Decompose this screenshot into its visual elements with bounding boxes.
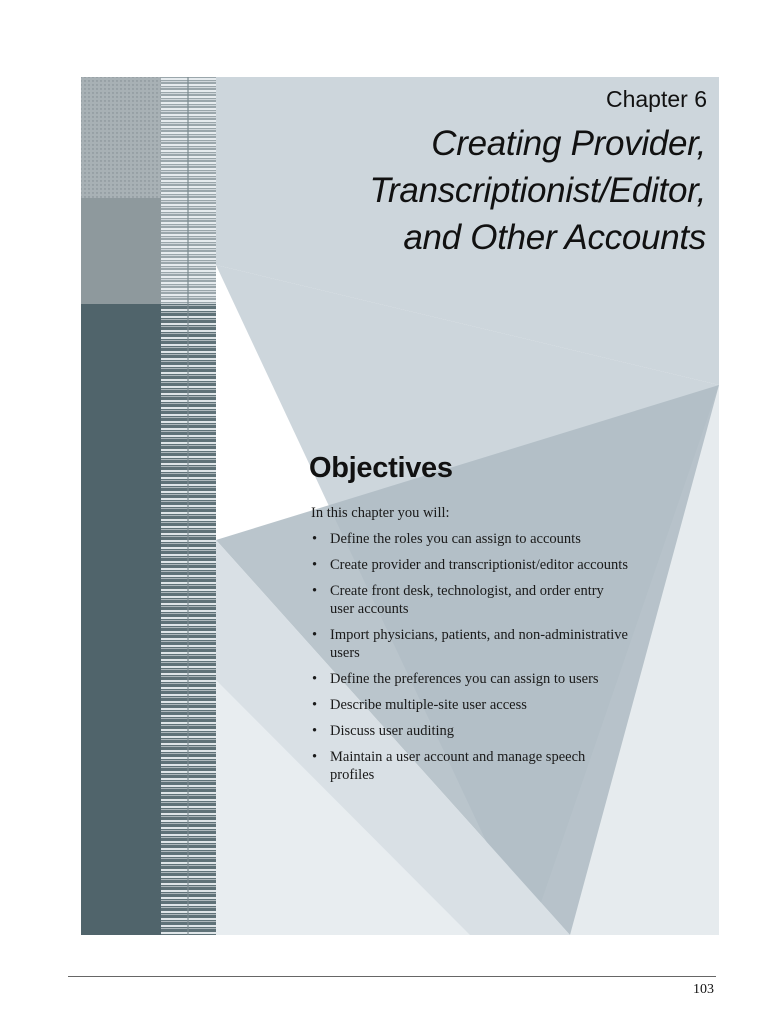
objective-item: • Create front desk, technologist, and order entry user accounts — [311, 582, 631, 618]
chapter-title-line: and Other Accounts — [403, 218, 706, 257]
objectives-intro: In this chapter you will: — [311, 505, 450, 521]
objective-item: • Discuss user auditing — [311, 722, 631, 740]
chapter-title — [236, 120, 706, 261]
chapter-title-line: Transcriptionist/Editor, — [369, 171, 706, 210]
objective-item: • Create provider and transcriptionist/editor accounts — [311, 556, 631, 574]
objective-item: • Describe multiple-site user access — [311, 696, 631, 714]
objectives-list — [311, 530, 631, 792]
footer-rule — [68, 976, 716, 977]
chapter-title-line: Creating Provider, — [431, 124, 706, 163]
objective-item: • Define the roles you can assign to accounts — [311, 530, 631, 548]
objective-item: • Maintain a user account and manage speech profiles — [311, 748, 631, 784]
chapter-label: Chapter 6 — [605, 86, 707, 112]
objective-item: • Define the preferences you can assign to users — [311, 670, 631, 688]
objectives-heading: Objectives — [309, 452, 453, 484]
page-number: 103 — [693, 982, 714, 997]
decorative-sidebar — [81, 77, 216, 935]
objective-item: • Import physicians, patients, and non-administrative users — [311, 626, 631, 662]
